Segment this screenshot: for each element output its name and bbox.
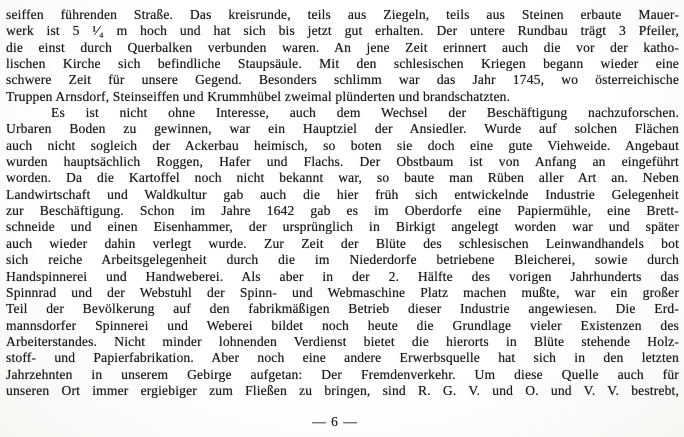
text-line: Teil der Bevölkerung auf den fabrikmäßigen Betrieb dieser Industrie angewiesen. Die Erd- (6, 301, 679, 317)
text-line: Spinnrad und der Webstuhl der Spinn- und Webmaschine Platz machen mußte, war ein großer (6, 284, 679, 300)
text-line-paragraph-start: Es ist nicht ohne Interesse, auch dem Wechsel der Beschäftigung nachzuforschen. (51, 105, 679, 121)
text-line: Landwirtschaft und Waldkultur gab auch die hier früh sich entwickelnde Industrie Gelegenheit (6, 186, 679, 202)
text-line: stoff- und Papierfabrikation. Aber noch eine andere Erwerbsquelle hat sich in den letzten (6, 350, 679, 366)
text-line: werk ist 5 ¹⁄₄ m hoch und hat sich bis jetzt gut erhalten. Der untere Rundbau trägt 3 Pfeiler, (6, 23, 679, 39)
text-line: sich reiche Arbeitsgelegenheit durch die im Niederdorfe betriebene Bleicherei, sowie durch (6, 252, 679, 268)
text-line: unseren Ort immer ergiebiger zum Fließen zu bringen, sind R. G. V. und O. und V. V. bestrebt, (6, 382, 679, 398)
text-line: schneide und einen Eisenhammer, der ursprünglich in Birkigt angelegt worden war und später (6, 219, 679, 235)
text-line: seiffen führenden Straße. Das kreisrunde, teils aus Ziegeln, teils aus Steinen erbaute Mauer- (6, 7, 679, 22)
text-line: Handspinnerei und Handweberei. Als aber in der 2. Hälfte des vorigen Jahrhunderts das (6, 268, 679, 284)
text-line: mannsdorfer Spinnerei und Weberei bildet noch heute die Grundlage vieler Existenzen des (6, 317, 679, 333)
text-line: Jahrzehnten in unserem Gebirge aufgetan: Der Fremdenverkehr. Um diese Quelle auch für (6, 366, 679, 382)
text-line: schwere Zeit für unsere Gegend. Besonders schlimm war das Jahr 1745, wo österreichische (6, 72, 679, 88)
text-line: zur Beschäftigung. Schon im Jahre 1642 gab es im Oberdorfe eine Papiermühle, eine Brett- (6, 203, 679, 219)
text-line: lischen Kirche sich befindliche Staupsäule. Mit den schlesischen Kriegen begann wieder eine (6, 56, 679, 72)
page-number: — 6 — (312, 414, 358, 429)
text-line-paragraph-end: Truppen Arnsdorf, Steinseiffen und Krummhübel zweimal plünderten und brandschatzten. (6, 88, 511, 104)
text-line: Urbaren Boden zu gewinnen, war ein Hauptziel der Ansiedler. Wurde auf solchen Flächen (6, 121, 679, 137)
text-line: auch nicht sogleich der Ackerbau heimisch, so boten sie doch eine gute Viehweide. Angebaut (6, 137, 679, 153)
text-line: die einst durch Querbalken verbunden waren. An jene Zeit erinnert auch die vor der katho- (6, 39, 679, 55)
text-line: worden. Da die Kartoffel noch nicht bekannt war, so baute man Rüben aller Art an. Neben (6, 170, 679, 186)
body-text-block (6, 7, 679, 399)
left-edge-hyphen-artifact (0, 7, 1, 23)
text-line: wurden hauptsächlich Roggen, Hafer und Flachs. Der Obstbaum ist von Anfang an eingeführt (6, 154, 679, 170)
text-line: Arbeiterstandes. Nicht minder lohnenden Verdienst bietet die hierorts in Blüte stehende Holz- (6, 333, 679, 349)
text-line: auch wieder dahin verlegt wurde. Zur Zeit der Blüte des schlesischen Leinwandhandels bot (6, 235, 679, 251)
